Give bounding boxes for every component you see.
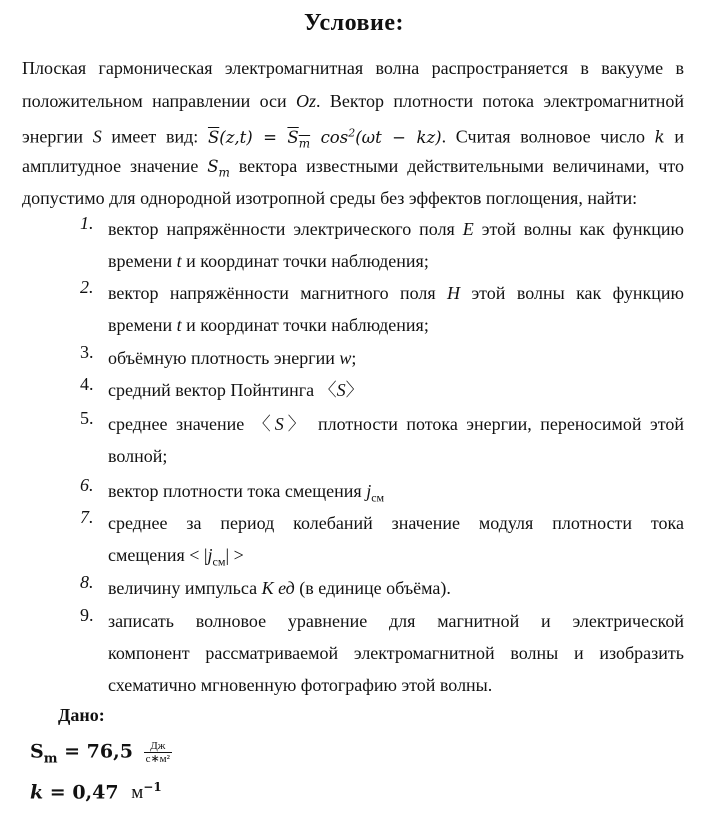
given-k: k = 0,47 $м^{-1}$ xyxy=(30,780,162,804)
item-number: 9. xyxy=(80,605,94,625)
intro-line-1: Плоская гармоническая электромагнитная волна распространяется в вакууме в xyxy=(22,58,684,78)
item-line: времени t и координат точки наблюдения; xyxy=(108,315,429,335)
item-number: 3. xyxy=(80,342,94,362)
problem-statement xyxy=(22,52,684,215)
item-line: волной; xyxy=(108,446,168,466)
item-number: 6. xyxy=(80,475,94,495)
item-line: среднее за период колебаний значение модуля плотности тока xyxy=(108,513,684,533)
item-line: объёмную плотность энергии w; xyxy=(108,348,357,368)
page-title: Условие: xyxy=(304,10,404,36)
item-number: 7. xyxy=(80,507,94,527)
item-line: смещения < $|j_{см}|$ > xyxy=(108,545,244,569)
axis-label: Oz xyxy=(296,90,317,111)
item-number: 4. xyxy=(80,374,94,394)
intro-line-5: допустимо для однородной изотропной среды без эффектов поглощения, найти: xyxy=(22,188,638,208)
vector-s: S xyxy=(92,126,102,147)
poynting-formula: $\overline{S}(z,t) = S_m$ $\cos^2(\omega t - kz)$ xyxy=(207,126,442,150)
intro-line-2: положительном направлении оси Oz. Вектор плотности потока электромагнитной xyxy=(22,90,685,111)
given-sm: $S_m = 76,5$ $\frac{Дж}{\text{с∗м²}}$ xyxy=(30,740,170,767)
item-line: компонент рассматриваемой электромагнитной волны и изобразить xyxy=(108,643,684,663)
item-line: записать волновое уравнение для магнитной и электрической xyxy=(108,611,684,631)
intro-line-4: амплитудное значение $S_m$ вектора известными действительными величинами, что xyxy=(22,155,685,179)
item-line: величину импульса K ед (в единице объёма). xyxy=(108,578,451,598)
unit-fraction: $\frac{Дж}{\text{с∗м²}}$ xyxy=(145,740,170,765)
item-number: 8. xyxy=(80,572,94,592)
item-line: вектор напряжённости электрического поля E этой волны как функцию xyxy=(108,219,684,239)
item-number: 2. xyxy=(80,277,94,297)
item-line: вектор плотности тока смещения $j_{см}$ xyxy=(108,481,385,505)
item-line: схематично мгновенную фотографию этой волны. xyxy=(108,675,493,695)
item-number: 1. xyxy=(80,213,94,233)
item-line: средний вектор Пойнтинга 〈S〉 xyxy=(108,380,364,400)
item-line: вектор напряжённости магнитного поля H этой волны как функцию xyxy=(108,283,684,303)
intro-line-3: энергии S имеет вид: $\overline{S}(z,t) = S_m$ $\cos^2(\omega t - kz)$. Считая волновое число k и xyxy=(22,126,684,150)
given-heading: Дано: xyxy=(58,705,105,725)
item-line: среднее значение 〈S〉 плотности потока энергии, переносимой этой xyxy=(108,414,684,434)
item-number: 5. xyxy=(80,408,94,428)
wave-number: k xyxy=(654,127,665,147)
amplitude-sm: $S_m$ xyxy=(207,156,230,179)
item-line: времени t и координат точки наблюдения; xyxy=(108,251,429,271)
